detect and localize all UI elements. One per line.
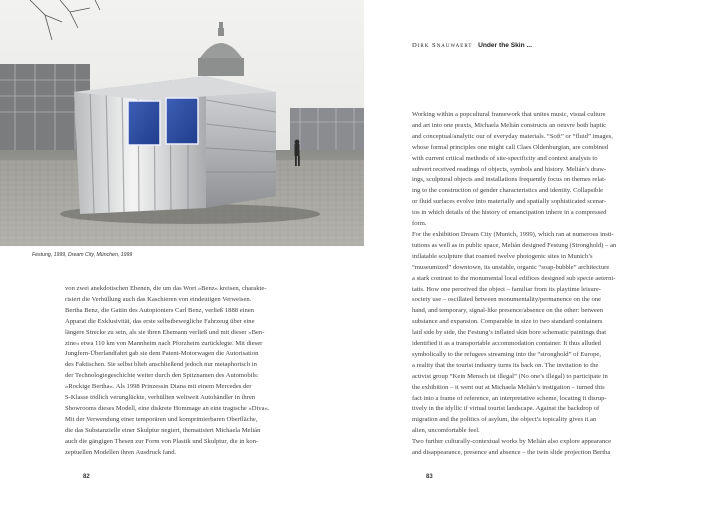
photo-caption: Festung, 1999, Dream City, München, 1999 [32, 252, 133, 258]
text-line: subvert received readings of objects, symbols and history. Melián’s draw- [412, 165, 607, 173]
text-line: tatis. How one perceived the object – familiar from its playtime leisure- [412, 285, 601, 293]
exhibition-photo [0, 0, 364, 246]
text-line: Two further culturally-contextual works by Melián also explore appearance [412, 438, 612, 446]
text-line: hand, and temporary, signal-like presence/absence on the other: between [412, 307, 604, 315]
text-line: and conceptual/analytic our of everyday materials. “Soft” or “fluid” images, [412, 132, 613, 140]
text-line: a reality that the tourist industry turns its back on. The invitation to the [412, 361, 599, 369]
text-line: identified it as a transportable accommodation container. It thus alluded [412, 340, 601, 348]
text-line: Apparat die Exklusivität, das erste selbstbewegliche Fahrzeug über eine [65, 317, 255, 325]
text-line: ios in which details of the history of emancipation inhere in a compressed [412, 209, 607, 217]
text-line: S-Klasse tödlich verunglückte, verhüllten weltweit Autohändler in ihren [65, 394, 256, 402]
text-line: zine« etwa 110 km von Mannheim nach Pforzheim zurücklegte. Mit dieser [65, 339, 263, 347]
text-line: risiert die Verhüllung auch das Kaschieren von eindeutigen Verweisen. [65, 295, 252, 303]
running-head [412, 42, 532, 49]
text-line: form. [412, 220, 427, 228]
text-line: auch die gängigen Thesen zur Form von Plastik und Skulptur, die in kon- [65, 437, 259, 445]
text-line: längere Strecke zu sein, als sie ihren Ehemann verließ und mit dieser »Ben- [65, 328, 265, 336]
text-line: “museumized” downtown, its unstable, organic “soap-bubble” architecture [412, 263, 610, 271]
text-line: inflatable sculpture that roamed twelve photogenic sites in Munich’s [412, 252, 593, 260]
text-line: with current critical methods of site-specificity and context analysis to [412, 154, 598, 162]
text-line: the exhibition – it went out at Michaela Melián’s instigation – turned this [412, 383, 605, 391]
text-line: Mit der Verwendung einer temporären und komprimierbaren Oberfläche, [65, 415, 258, 423]
text-line: fact into a frame of reference, an interpretative scheme, locating it disrup- [412, 394, 607, 402]
running-head-author: Dirk Snauwaert [412, 42, 473, 49]
text-line: substance and expansion. Comparable in size to two standard containers [412, 318, 603, 326]
german-body-text [65, 284, 355, 459]
text-line: and disappearance, presence and absence – the twin slide projection Bertha [412, 449, 611, 457]
text-line: der Technologiegeschichte weiter durch den Spitznamen des Automobils: [65, 372, 259, 380]
text-line: and art into one praxis, Michaela Melián constructs an oeuvre both haptic [412, 121, 607, 129]
text-line: zeptuellen Modellen ihren Ausdruck fand. [65, 448, 177, 456]
text-line: »Rockige Bertha«. Als 1998 Prinzessin Diana mit einem Mercedes der [65, 383, 252, 391]
text-line: For the exhibition Dream City (Munich, 1999), which ran at numerous insti- [412, 230, 614, 238]
text-line: von zwei anekdotischen Ebenen, die um das Wort »Benz« kreisen, charakte- [65, 285, 267, 292]
festung-photo-illustration [0, 0, 364, 246]
text-line: Working within a popcultural framework that unites music, visual culture [412, 111, 606, 118]
blue-panel-left [128, 101, 160, 145]
text-line: ings, sculptural objects and installations frequently focus on themes relat- [412, 176, 607, 184]
text-line: ing to the construction of gender characteristics and identity. Collapsible [412, 187, 604, 195]
running-head-title: Under the Skin ... [478, 42, 532, 49]
text-line: Showrooms dieses Modell, eine diskrete Hommage an eine tragische »Diva«. [65, 404, 270, 412]
text-line: alien, uncomfortable feel. [412, 427, 480, 435]
text-line: activist group “Kein Mensch ist illegal” (No one’s illegal) to participate in [412, 372, 608, 380]
blue-panel-right [166, 98, 198, 144]
text-line: symbolically to the refugees streaming into the “stronghold” of Europe, [412, 350, 601, 358]
text-line: migration and the politics of asylum, the object’s topicality gives it an [412, 416, 597, 424]
text-line: society use – oscillated between monumentality/permanence on the one [412, 296, 601, 304]
text-line: or fluid surfaces evolve into materially and spatially sophisticated scenar- [412, 198, 607, 206]
text-line: laid side by side, the Festung’s inflated skin bore schematic paintings that [412, 329, 607, 337]
text-line: a stark contrast to the monumental local edifices designed sub specie aeterni- [412, 274, 616, 282]
text-line: tutions as well as in public space, Melián designed Festung (Stronghold) – an [412, 241, 617, 249]
page-number-left: 82 [83, 474, 90, 480]
text-line: die das Substanzielle einer Skulptur negiert, thematisiert Michaela Melián [65, 426, 261, 434]
text-line: whose formal principles one might call Claes Oldenburgian, are combined [412, 143, 609, 151]
text-line: Bertha Benz, die Gattin des Autopioniers Carl Benz, verließ 1888 einen [65, 306, 254, 314]
text-line: des Faktischen. Sie selbst blieb anschließend jedoch nur metaphorisch in [65, 361, 257, 369]
english-body-text [412, 110, 702, 459]
page-number-right: 83 [426, 474, 433, 480]
text-line: Jungfern-Überlandfahrt gab sie dem Patent-Motorwagen die Autorisation [65, 350, 259, 358]
text-line: tively in the idyllic if virtual tourist landscape. Against the backdrop of [412, 405, 600, 413]
